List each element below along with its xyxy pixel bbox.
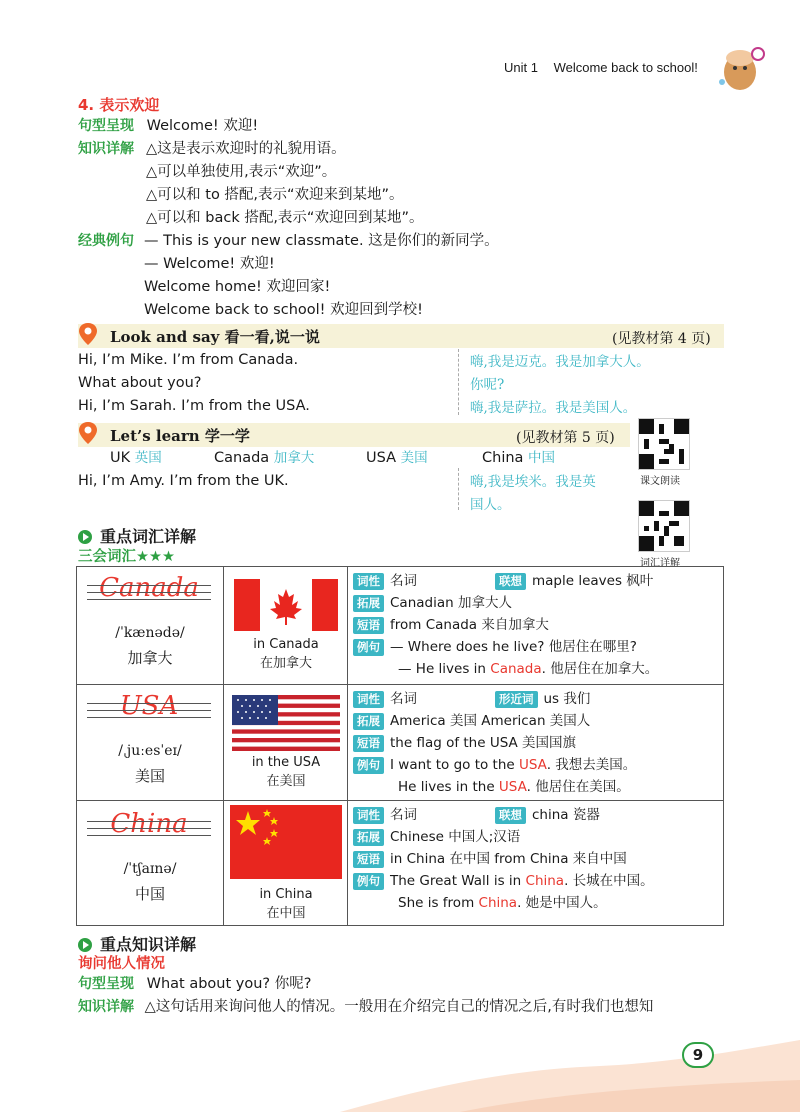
example-a: She is from xyxy=(398,895,479,911)
def-line xyxy=(353,871,654,893)
caption-en: in China xyxy=(259,887,313,902)
knowledge-title: 重点知识详解 xyxy=(100,935,197,954)
tag-pos: 词性 xyxy=(353,691,384,708)
caption-cn: 在美国 xyxy=(266,774,306,789)
def-line xyxy=(353,593,512,615)
tag-ext: 拓展 xyxy=(353,595,384,612)
running-header xyxy=(504,60,698,75)
word-en: Canada xyxy=(214,450,270,466)
know-label: 知识详解 xyxy=(78,141,134,157)
ipa: /ˌjuːesˈeɪ/ xyxy=(118,743,182,759)
usa-flag-icon xyxy=(232,695,340,751)
def-line xyxy=(353,711,590,733)
learn-title: Let’s learn 学一学 xyxy=(110,427,250,445)
location-pin-icon xyxy=(78,421,98,445)
handwritten-word: China xyxy=(110,809,188,839)
qr-code-icon[interactable] xyxy=(638,500,690,552)
def-line xyxy=(398,777,630,799)
flag-caption xyxy=(224,635,348,673)
tag-rel: 联想 xyxy=(495,573,526,590)
word-en: China xyxy=(482,450,524,466)
pattern-label: 句型呈现 xyxy=(78,976,134,992)
phrase: from Canada 来自加拿大 xyxy=(390,617,549,633)
look-line-2: What about you? xyxy=(78,375,202,391)
word-cn: 中国 xyxy=(134,885,165,903)
example-hl: USA xyxy=(518,757,547,773)
def-line xyxy=(353,755,636,777)
pattern-label: 句型呈现 xyxy=(78,118,134,134)
vocab-title: 重点词汇详解 xyxy=(100,527,197,546)
divider xyxy=(458,468,459,510)
learn-word-china xyxy=(482,447,555,470)
page-number: 9 xyxy=(682,1042,714,1068)
def-line xyxy=(353,571,417,593)
knowledge-detail xyxy=(78,996,653,1019)
ext: America 美国 American 美国人 xyxy=(390,713,591,729)
s4-k1: △这是表示欢迎时的礼貌用语。 xyxy=(146,141,346,157)
pos: 名词 xyxy=(390,807,417,823)
s4-know-label xyxy=(78,138,134,161)
look-cn-2: 你呢? xyxy=(470,377,505,393)
tag-example: 例句 xyxy=(353,757,384,774)
flag-caption xyxy=(224,885,348,923)
learn-line: Hi, I’m Amy. I’m from the UK. xyxy=(78,473,289,489)
knowledge-sub: 询问他人情况 xyxy=(78,956,165,972)
def-line xyxy=(495,689,590,711)
s4-e1: — This is your new classmate. 这是你们的新同学。 xyxy=(144,233,499,249)
word-cn: 中国 xyxy=(528,450,556,466)
qr-caption-vocab: 词汇详解 xyxy=(640,558,680,569)
s4-e4: Welcome back to school! 欢迎回到学校! xyxy=(144,302,423,318)
decorative-wave xyxy=(340,1030,800,1112)
writing-lines xyxy=(87,821,211,842)
example-hl: USA xyxy=(498,779,527,795)
detail: △这句话用来询问他人的情况。一般用在介绍完自己的情况之后,有时我们也想知 xyxy=(144,999,654,1015)
divider xyxy=(458,349,459,415)
word-cn: 美国 xyxy=(134,767,165,785)
vocab-sub: 三会词汇★★★ xyxy=(78,549,175,565)
handwritten-word: USA xyxy=(119,691,179,721)
example-hl: Canada xyxy=(490,661,542,677)
ipa: /ˈkænədə/ xyxy=(115,625,185,641)
look-cn-3: 嗨,我是萨拉。我是美国人。 xyxy=(470,400,637,416)
location-pin-icon xyxy=(78,322,98,346)
def-line xyxy=(495,805,600,827)
vocab-heading xyxy=(78,524,196,547)
play-icon xyxy=(78,530,92,544)
word-cell xyxy=(77,685,224,800)
s4-k4: △可以和 back 搭配,表示“欢迎回到某地”。 xyxy=(146,210,424,226)
tag-example: 例句 xyxy=(353,639,384,656)
qr-caption-text: 课文朗读 xyxy=(640,476,680,487)
look-cn-1: 嗨,我是迈克。我是加拿大人。 xyxy=(470,354,650,370)
tag-pos: 词性 xyxy=(353,807,384,824)
pos: 名词 xyxy=(390,691,417,707)
example-c: . 他居住在加拿大。 xyxy=(541,661,659,677)
pattern: What about you? 你呢? xyxy=(146,976,312,992)
look-say-ref: (见教材第 4 页) xyxy=(612,331,711,347)
def-line xyxy=(398,893,607,915)
tag-ext: 拓展 xyxy=(353,829,384,846)
caption-en: in Canada xyxy=(253,637,319,652)
word-cell xyxy=(77,801,224,925)
vocab-row-china xyxy=(77,801,723,925)
tag-ext: 拓展 xyxy=(353,713,384,730)
def-line xyxy=(495,571,653,593)
tag-phrase: 短语 xyxy=(353,617,384,634)
tag-rel: 联想 xyxy=(495,807,526,824)
def-line xyxy=(353,637,637,659)
word-cn: 美国 xyxy=(400,450,428,466)
rel: maple leaves 枫叶 xyxy=(532,573,654,589)
caption-cn: 在加拿大 xyxy=(259,656,312,671)
s4-k2: △可以单独使用,表示“欢迎”。 xyxy=(146,164,337,180)
s4-k3: △可以和 to 搭配,表示“欢迎来到某地”。 xyxy=(146,187,404,203)
def-line xyxy=(353,805,417,827)
example-c: . 他居住在美国。 xyxy=(526,779,630,795)
vocab-row-usa xyxy=(77,685,723,801)
def-line xyxy=(353,615,549,637)
def-line xyxy=(353,827,520,849)
flag-cell xyxy=(224,567,348,684)
caption-en: in the USA xyxy=(251,755,321,770)
section-4-title: 4. 表示欢迎 xyxy=(78,96,160,114)
tag-rel: 形近词 xyxy=(495,691,538,708)
s4-e2: — Welcome! 欢迎! xyxy=(144,256,275,272)
tag-example: 例句 xyxy=(353,873,384,890)
pos: 名词 xyxy=(390,573,417,589)
learn-word-canada xyxy=(214,447,314,470)
example-hl: China xyxy=(478,895,518,911)
example-hl: China xyxy=(525,873,565,889)
handwritten-word: Canada xyxy=(99,573,199,603)
def-line xyxy=(398,659,658,681)
example-a: I want to go to the xyxy=(390,757,519,773)
def-line xyxy=(353,689,417,711)
phrase: the flag of the USA 美国国旗 xyxy=(390,735,577,751)
word-cn: 英国 xyxy=(134,450,162,466)
word-cell xyxy=(77,567,224,684)
example-a: He lives in the xyxy=(398,779,499,795)
flag-caption xyxy=(224,753,348,791)
tag-phrase: 短语 xyxy=(353,851,384,868)
s4-e3: Welcome home! 欢迎回家! xyxy=(144,279,331,295)
learn-word-usa xyxy=(366,447,428,470)
vocab-row-canada xyxy=(77,567,723,685)
vocab-table xyxy=(76,566,724,926)
ext: Chinese 中国人;汉语 xyxy=(390,829,521,845)
s4-pattern: Welcome! 欢迎! xyxy=(146,118,259,134)
know-label: 知识详解 xyxy=(78,999,134,1015)
knowledge-pattern xyxy=(78,973,311,996)
learn-cn-1: 嗨,我是埃米。我是英 xyxy=(470,474,596,490)
learn-word-uk xyxy=(110,447,162,470)
look-line-1: Hi, I’m Mike. I’m from Canada. xyxy=(78,352,299,368)
example-c: . 长城在中国。 xyxy=(564,873,654,889)
look-say-title: Look and say 看一看,说一说 xyxy=(110,328,320,346)
word-cn: 加拿大 xyxy=(127,649,173,667)
ipa: /ˈtʃaɪnə/ xyxy=(123,861,177,877)
look-line-3: Hi, I’m Sarah. I’m from the USA. xyxy=(78,398,310,414)
unit-title: Welcome back to school! xyxy=(553,60,698,75)
s4-pattern-line xyxy=(78,115,258,138)
example: — Where does he live? 他居住在哪里? xyxy=(390,639,637,655)
def-line xyxy=(353,733,576,755)
learn-cn-2: 国人。 xyxy=(470,497,511,513)
flag-cell xyxy=(224,801,348,925)
example-a: — He lives in xyxy=(398,661,491,677)
example-a: The Great Wall is in xyxy=(390,873,526,889)
writing-lines xyxy=(87,585,211,606)
qr-code-icon[interactable] xyxy=(638,418,690,470)
flag-cell xyxy=(224,685,348,800)
tag-phrase: 短语 xyxy=(353,735,384,752)
phrase: in China 在中国 from China 来自中国 xyxy=(390,851,627,867)
example-c: . 我想去美国。 xyxy=(546,757,637,773)
canada-flag-icon xyxy=(234,579,338,631)
unit-label: Unit 1 xyxy=(504,60,538,75)
caption-cn: 在中国 xyxy=(266,906,306,921)
tag-pos: 词性 xyxy=(353,573,384,590)
mascot-icon xyxy=(712,42,770,92)
ex-label: 经典例句 xyxy=(78,233,134,249)
play-icon xyxy=(78,938,92,952)
ext: Canadian 加拿大人 xyxy=(390,595,512,611)
example-c: . 她是中国人。 xyxy=(517,895,607,911)
china-flag-icon xyxy=(230,805,342,879)
word-en: USA xyxy=(366,450,397,466)
def-line xyxy=(353,849,627,871)
rel: us 我们 xyxy=(543,691,591,707)
s4-ex-label xyxy=(78,230,134,253)
writing-lines xyxy=(87,703,211,724)
learn-ref: (见教材第 5 页) xyxy=(516,430,615,446)
rel: china 瓷器 xyxy=(532,807,600,823)
word-en: UK xyxy=(110,450,131,466)
word-cn: 加拿大 xyxy=(273,450,315,466)
